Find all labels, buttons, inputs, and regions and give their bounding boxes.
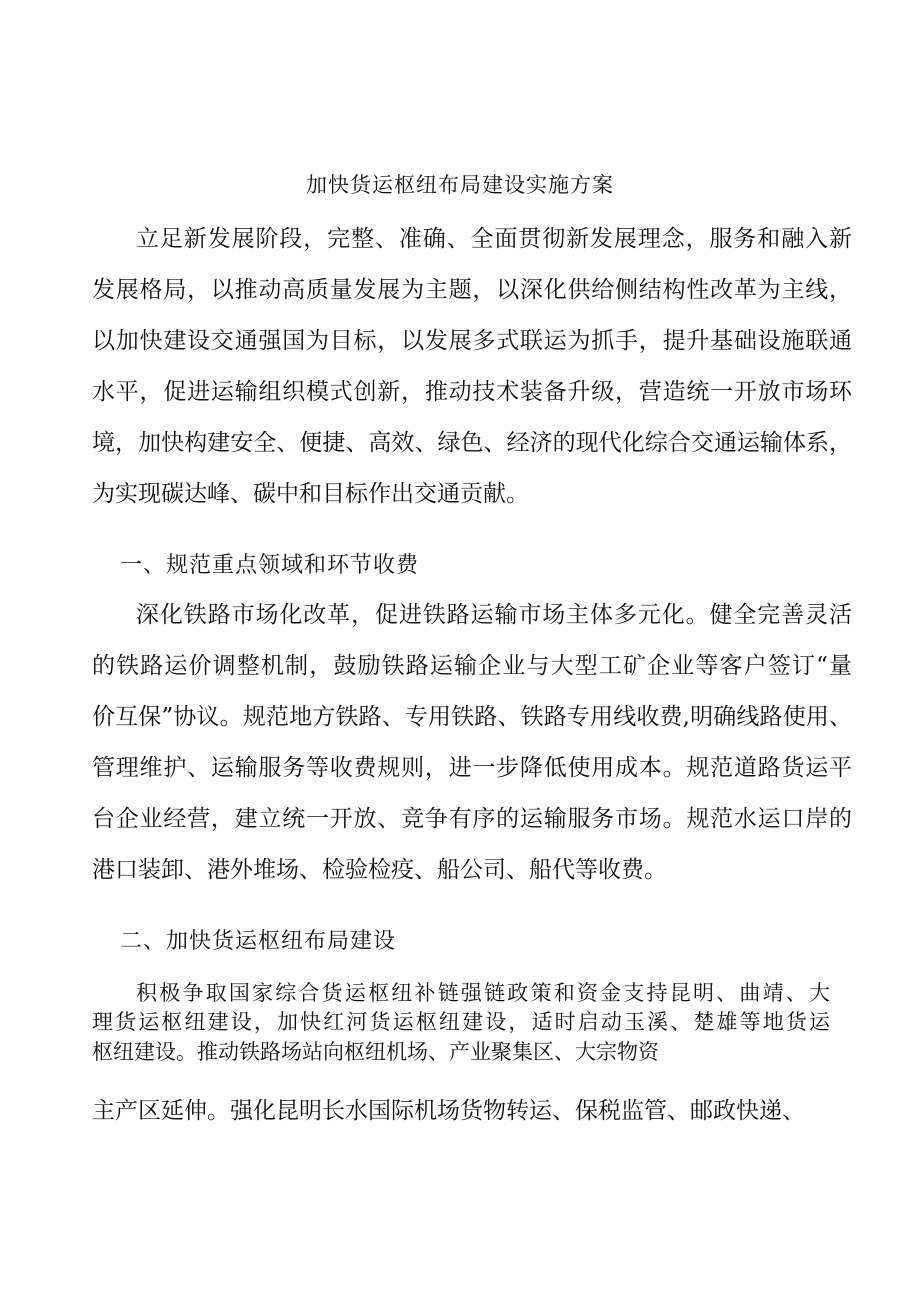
section-1-line-4: 管理维护、运输服务等收费规则，进一步降低使用成本。规范道路货运平 — [92, 755, 852, 781]
section-1-line-1: 深化铁路市场化改革，促进铁路运输市场主体多元化。健全完善灵活 — [136, 602, 852, 628]
section-1-line-3: 价互保”协议。规范地方铁路、专用铁路、铁路专用线收费,明确线路使用、 — [92, 704, 852, 730]
section-2-line-3: 枢纽建设。推动铁路场站向枢纽机场、产业聚集区、大宗物资 — [92, 1040, 659, 1064]
section-1-line-2: 的铁路运价调整机制，鼓励铁路运输企业与大型工矿企业等客户签订“量 — [92, 653, 852, 679]
section-1-line-5: 台企业经营，建立统一开放、竞争有序的运输服务市场。规范水运口岸的 — [92, 806, 852, 832]
intro-line-1: 立足新发展阶段，完整、准确、全面贯彻新发展理念，服务和融入新 — [136, 226, 852, 252]
intro-line-4: 水平，促进运输组织模式创新，推动技术装备升级，营造统一开放市场环 — [92, 379, 852, 405]
intro-line-6: 为实现碳达峰、碳中和目标作出交通贡献。 — [92, 481, 529, 507]
document-title: 加快货运枢纽布局建设实施方案 — [306, 173, 614, 197]
section-1-heading: 一、规范重点领域和环节收费 — [120, 553, 420, 578]
section-2-line-2: 理货运枢纽建设，加快红河货运枢纽建设，适时启动玉溪、楚雄等地货运 — [92, 1010, 830, 1034]
intro-line-5: 境，加快构建安全、便捷、高效、绿色、经济的现代化综合交通运输体系， — [92, 430, 852, 456]
intro-line-3: 以加快建设交通强国为目标，以发展多式联运为抓手，提升基础设施联通 — [92, 328, 852, 354]
section-2-heading: 二、加快货运枢纽布局建设 — [120, 929, 397, 954]
section-2-line-1: 积极争取国家综合货运枢纽补链强链政策和资金支持昆明、曲靖、大 — [136, 981, 830, 1005]
section-1-line-6: 港口装卸、港外堆场、检验检疫、船公司、船代等收费。 — [92, 857, 667, 883]
intro-line-2: 发展格局，以推动高质量发展为主题，以深化供给侧结构性改革为主线， — [92, 277, 852, 303]
section-2-line-4: 主产区延伸。强化昆明长水国际机场货物转运、保税监管、邮政快递、 — [92, 1098, 805, 1124]
